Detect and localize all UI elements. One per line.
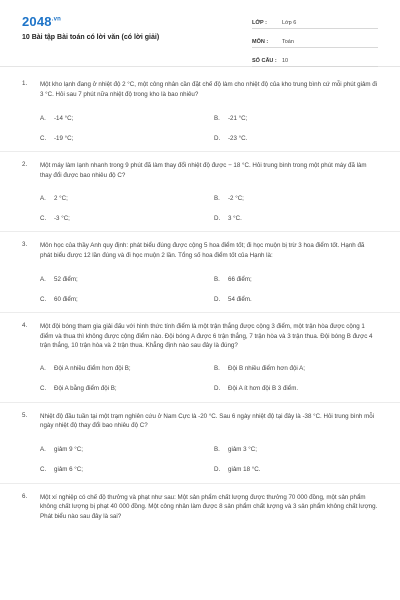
option-text: 52 điểm;	[54, 275, 78, 283]
answer-option-d[interactable]	[214, 460, 378, 480]
question-number: 6.	[22, 492, 28, 500]
answer-option-c[interactable]	[40, 379, 204, 399]
option-text: 3 °C.	[228, 214, 242, 222]
option-letter: D.	[214, 466, 221, 473]
answer-option-c[interactable]	[40, 460, 204, 480]
answer-option-b[interactable]	[214, 188, 378, 208]
option-text: Đội B nhiều điểm hơn đội A;	[228, 365, 305, 372]
answer-option-d[interactable]	[214, 289, 378, 309]
option-letter: C.	[40, 134, 47, 142]
meta-label: LỚP :	[252, 20, 267, 26]
option-text: Đội A ít hơn đội B 3 điểm.	[228, 385, 299, 392]
answer-option-c[interactable]	[40, 128, 204, 148]
question-6	[0, 484, 400, 522]
meta-row-class	[252, 13, 378, 29]
site-logo[interactable]	[22, 14, 61, 29]
option-letter: C.	[40, 295, 47, 303]
question-text: Một đội bóng tham gia giải đấu với hình thức tính điểm là một trận thắng được cộng 3 điểm, một trận hòa được cộng 1 điểm và thua thì không được cộng điểm nào. Đội bóng A được 6 trận thắng, 7 trận hòa và 3 trận thua. Đội bóng B được 4 trận thắng, 10 trận hòa và 2 trận thua. Khẳng định nào sau đây là đúng?	[40, 323, 373, 349]
question-number: 4.	[22, 322, 28, 329]
answer-option-d[interactable]	[214, 208, 378, 228]
worksheet-meta	[252, 13, 378, 70]
option-letter: C.	[40, 214, 47, 222]
question-text: Một xí nghiệp có chế độ thưởng và phạt như sau: Một sản phẩm chất lượng được thưởng 70 000 đồng, một sản phẩm không chất lượng bị phạt 40 000 đồng. Một công nhân làm được 8 sản phẩm chất lượng và 3 sản phẩm không chất lượng. Phát biểu nào sau đây là sai?	[40, 493, 378, 520]
option-text: giảm 18 °C.	[228, 466, 261, 473]
answer-options	[40, 188, 378, 228]
answer-options	[40, 359, 378, 399]
option-text: 66 điểm;	[228, 275, 252, 283]
option-letter: B.	[214, 114, 220, 122]
option-text: -14 °C;	[54, 114, 74, 122]
question-number: 5.	[22, 411, 28, 419]
option-text: giảm 9 °C;	[54, 446, 83, 453]
option-letter: A.	[40, 446, 46, 453]
logo-text: 2048	[22, 14, 52, 29]
option-letter: D.	[214, 134, 221, 142]
question-number: 3.	[22, 241, 28, 248]
option-letter: C.	[40, 385, 47, 392]
question-text: Nhiệt độ đầu tuần tại một trạm nghiên cứu ở Nam Cực là -20 °C. Sau 6 ngày nhiệt độ tại đây là -38 °C. Hỏi trung bình mỗi ngày nhiệt độ thay đổi bao nhiêu độ C?	[40, 412, 375, 429]
meta-value: Toán	[282, 39, 294, 45]
question-3	[0, 232, 400, 313]
option-letter: B.	[214, 275, 220, 283]
meta-label: MÔN :	[252, 39, 269, 45]
meta-value: 10	[282, 58, 289, 64]
answer-option-c[interactable]	[40, 208, 204, 228]
option-text: giảm 3 °C;	[228, 446, 257, 453]
question-4	[0, 313, 400, 403]
answer-option-a[interactable]	[40, 188, 204, 208]
answer-option-c[interactable]	[40, 289, 204, 309]
option-letter: B.	[214, 365, 220, 372]
answer-option-d[interactable]	[214, 128, 378, 148]
option-text: Đội A bằng điểm đội B;	[54, 385, 117, 392]
option-letter: D.	[214, 295, 221, 303]
question-number: 2.	[22, 161, 28, 168]
answer-options	[40, 440, 378, 480]
option-text: -21 °C;	[228, 114, 248, 122]
option-text: 54 điểm.	[228, 295, 252, 303]
question-1	[0, 80, 400, 152]
logo-tld: .vn	[51, 16, 62, 23]
answer-options	[40, 269, 378, 309]
answer-option-b[interactable]	[214, 108, 378, 128]
answer-option-a[interactable]	[40, 359, 204, 379]
meta-value: Lớp 6	[282, 20, 297, 26]
question-5	[0, 403, 400, 484]
option-letter: D.	[214, 214, 221, 222]
meta-row-subject	[252, 32, 378, 48]
meta-row-count	[252, 51, 378, 67]
answer-option-a[interactable]	[40, 440, 204, 460]
meta-label: SỐ CÂU :	[252, 58, 277, 64]
option-letter: A.	[40, 365, 46, 372]
option-text: Đội A nhiều điểm hơn đội B;	[54, 365, 131, 372]
option-text: -2 °C;	[228, 194, 244, 202]
question-list	[0, 80, 400, 529]
answer-option-b[interactable]	[214, 440, 378, 460]
answer-option-a[interactable]	[40, 269, 204, 289]
option-text: -3 °C;	[54, 214, 70, 222]
option-text: giảm 6 °C;	[54, 466, 83, 473]
question-2	[0, 152, 400, 232]
option-letter: B.	[214, 446, 220, 453]
option-letter: C.	[40, 466, 47, 473]
document-title: 10 Bài tập Bài toán có lời văn (có lời giải)	[22, 34, 160, 41]
question-text: Môn học của thầy Anh quy định: phát biểu đúng được cộng 5 hoa điểm tốt; đi học muộn bị trừ 3 hoa điểm tốt. Hạnh đã phát biểu được 12 lần đúng và đi học muộn 2 lần. Tổng số hoa điểm tốt của Hạnh là:	[40, 242, 365, 259]
option-text: -19 °C;	[54, 134, 74, 142]
answer-option-a[interactable]	[40, 108, 204, 128]
option-letter: B.	[214, 194, 220, 202]
option-letter: A.	[40, 275, 46, 283]
option-letter: D.	[214, 385, 221, 392]
option-text: 60 điểm;	[54, 295, 78, 303]
question-number: 1.	[22, 80, 28, 87]
option-text: -23 °C.	[228, 134, 248, 142]
answer-option-b[interactable]	[214, 269, 378, 289]
question-text: Một kho lạnh đang ở nhiệt độ 2 °C, một công nhân cần đặt chế độ làm cho nhiệt độ của kho trung bình cứ mỗi phút giảm đi 3 °C. Hỏi sau 7 phút nữa nhiệt độ trong kho là bao nhiêu?	[40, 81, 378, 98]
answer-option-b[interactable]	[214, 359, 378, 379]
option-letter: A.	[40, 114, 46, 122]
option-letter: A.	[40, 194, 46, 202]
answer-option-d[interactable]	[214, 379, 378, 399]
option-text: 2 °C;	[54, 194, 68, 202]
question-text: Một máy làm lạnh nhanh trong 9 phút đã làm thay đổi nhiệt độ được − 18 °C. Hỏi trung bình trong một phút máy đã làm thay đổi được bao nhiêu độ C?	[40, 162, 367, 179]
header	[0, 0, 400, 67]
answer-options	[40, 108, 378, 148]
